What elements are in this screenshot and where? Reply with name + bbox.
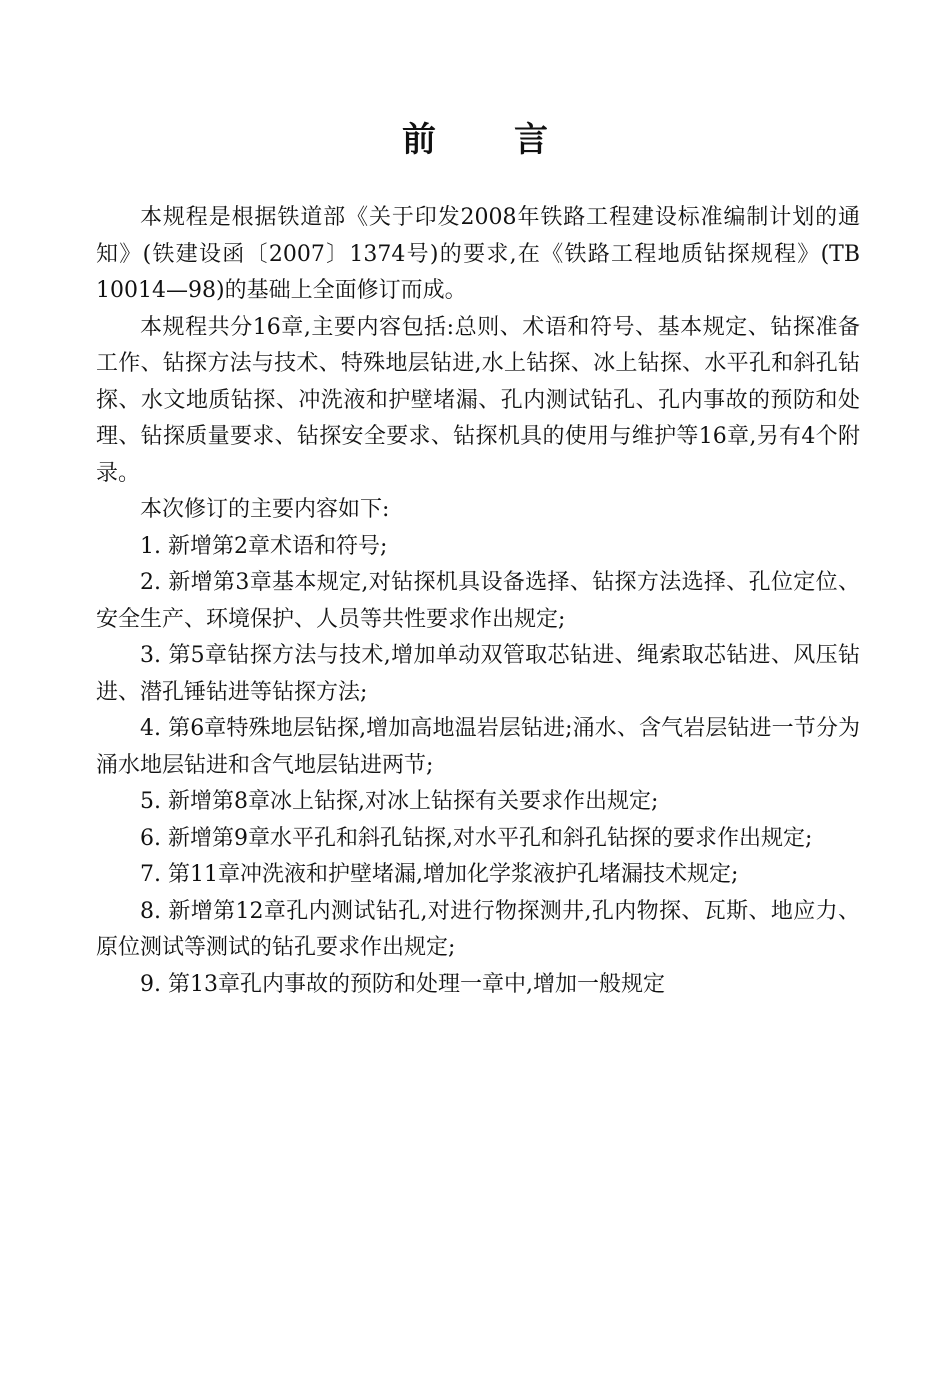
paragraph: 2. 新增第3章基本规定,对钻探机具设备选择、钻探方法选择、孔位定位、安全生产、环境保护、人员等共性要求作出规定;: [96, 570, 860, 632]
paragraph: 9. 第13章孔内事故的预防和处理一章中,增加一般规定: [140, 971, 665, 997]
paragraph: 7. 第11章冲洗液和护壁堵漏,增加化学浆液护孔堵漏技术规定;: [140, 862, 739, 887]
document-body: [96, 200, 860, 1003]
paragraph: 8. 新增第12章孔内测试钻孔,对进行物探测井,孔内物探、瓦斯、地应力、原位测试等测试的钻孔要求作出规定;: [96, 898, 860, 960]
paragraph: 本规程是根据铁道部《关于印发2008年铁路工程建设标准编制计划的通知》(铁建设函〔2007〕1374号)的要求,在《铁路工程地质钻探规程》(TB 10014—98)的基础上全面修订而成。: [96, 205, 860, 303]
paragraph: 本规程共分16章,主要内容包括:总则、术语和符号、基本规定、钻探准备工作、钻探方法与技术、特殊地层钻进,水上钻探、冰上钻探、水平孔和斜孔钻探、水文地质钻探、冲洗液和护壁堵漏、孔内测试钻孔、孔内事故的预防和处理、钻探质量要求、钻探安全要求、钻探机具的使用与维护等16章,另有4个附录。: [96, 314, 860, 486]
page-title: 前言: [402, 120, 626, 160]
paragraph: 3. 第5章钻探方法与技术,增加单动双管取芯钻进、绳索取芯钻进、风压钻进、潜孔锤钻进等钻探方法;: [96, 643, 860, 705]
paragraph: 6. 新增第9章水平孔和斜孔钻探,对水平孔和斜孔钻探的要求作出规定;: [140, 825, 813, 851]
paragraph: 5. 新增第8章冰上钻探,对冰上钻探有关要求作出规定;: [140, 789, 659, 814]
paragraph: 1. 新增第2章术语和符号;: [140, 533, 388, 559]
paragraph: 4. 第6章特殊地层钻探,增加高地温岩层钻进;涌水、含气岩层钻进一节分为涌水地层钻进和含气地层钻进两节;: [96, 716, 860, 778]
paragraph: 本次修订的主要内容如下:: [140, 497, 390, 522]
